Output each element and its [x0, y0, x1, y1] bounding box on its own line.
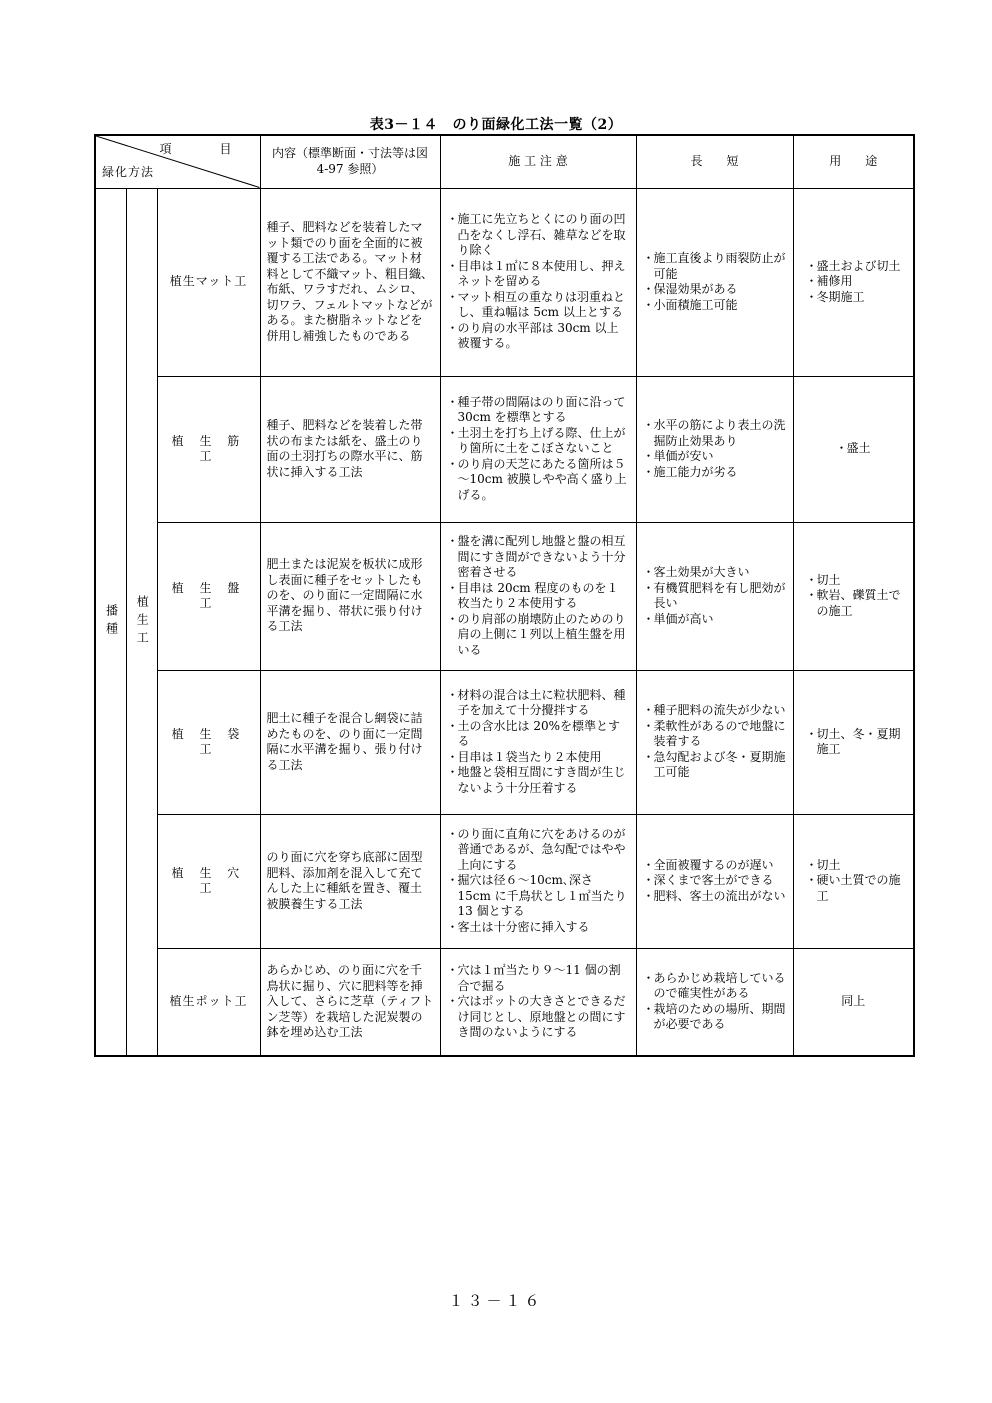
use-item: ・ 軟岩、礫質土での施工	[806, 588, 908, 619]
method-pros-cons	[636, 670, 793, 814]
header-pros-cons: 長 短	[636, 135, 793, 188]
page-number: １３－１６	[448, 1292, 544, 1310]
method-content: 種子、肥料などを装着した帯状の布または紙を、盛土のり面の土羽打ちの際水平に、筋状に挿入する工法	[260, 376, 440, 522]
pros-cons-item: ・ 保湿効果がある	[643, 282, 787, 298]
use-item: ・ 盛土および切土	[806, 259, 908, 275]
note-item: ・ 盤を溝に配列し地盤と盤の相互間にすき間ができないよう十分密着させる	[447, 534, 630, 581]
pros-cons-item: ・ 単価が高い	[643, 612, 787, 628]
table-title: 表3－１４ のり面緑化工法一覧（2）	[369, 117, 623, 133]
method-pros-cons	[636, 188, 793, 376]
header-use: 用 途	[793, 135, 914, 188]
method-notes	[440, 376, 636, 522]
greening-method-table	[94, 134, 915, 1057]
method-content: 肥土または泥炭を板状に成形し表面に種子をセットしたものを、のり面に一定間隔に水平溝を掘り、帯状に張り付ける工法	[260, 522, 440, 670]
method-content: 種子、肥料などを装着したマット類でのり面を全面的に被覆する工法である。マット材料として不織マット、粗目織、布紙、ワラすだれ、ムシロ、切ワラ、フェルトマットなどがある。また樹脂ネットなどを併用し補強したものである	[260, 188, 440, 376]
pros-cons-item: ・ 施工直後より雨裂防止が可能	[643, 251, 787, 282]
note-item: ・ 目串は１㎡に８本使用し、押えネットを留める	[447, 259, 630, 290]
use-item: ・ 切土	[806, 858, 908, 874]
method-name: 植生マット工	[157, 188, 260, 376]
note-item: ・ 掘穴は径６～10cm､深さ 15cm に千鳥状とし１㎡当たり 13 個とする	[447, 873, 630, 920]
use-item: ・ 盛土	[836, 441, 908, 457]
pros-cons-item: ・ 有機質肥料を有し肥効が長い	[643, 581, 787, 612]
note-item: ・ のり肩部の崩壊防止のためのり肩の上側に１列以上植生盤を用いる	[447, 612, 630, 659]
method-pros-cons	[636, 376, 793, 522]
method-name: 植 生 袋 工	[157, 670, 260, 814]
header-diagonal-cell	[95, 135, 260, 188]
header-row	[95, 135, 914, 188]
use-item: ・ 切土、冬・夏期施工	[806, 727, 908, 758]
pros-cons-item: ・ 急勾配および冬・夏期施工可能	[643, 750, 787, 781]
pros-cons-item: ・ 全面被覆するのが遅い	[643, 858, 787, 874]
method-pros-cons	[636, 814, 793, 948]
method-notes	[440, 188, 636, 376]
header-notes: 施 工 注 意	[440, 135, 636, 188]
use-item: ・ 硬い土質での施工	[806, 873, 908, 904]
pros-cons-item: ・ あらかじめ栽培しているので確実性がある	[643, 971, 787, 1002]
method-content: のり面に穴を穿ち底部に固型肥料、添加剤を混入して充てんした上に種紙を置き、覆土被膜養生する工法	[260, 814, 440, 948]
pros-cons-item: ・ 施工能力が劣る	[643, 465, 787, 481]
method-notes	[440, 670, 636, 814]
note-item: ・ 目串は 20cm 程度のものを１枚当たり２本使用する	[447, 581, 630, 612]
pros-cons-item: ・ 水平の筋により表土の洗掘防止効果あり	[643, 418, 787, 449]
header-content: 内容（標準断面・寸法等は図4-97 参照）	[260, 135, 440, 188]
note-item: ・ 材料の混合は土に粒状肥料、種子を加えて十分攪拌する	[447, 688, 630, 719]
pros-cons-item: ・ 種子肥料の流失が少ない	[643, 703, 787, 719]
table-row	[95, 376, 914, 522]
method-use	[793, 188, 914, 376]
table-row	[95, 814, 914, 948]
table-row	[95, 188, 914, 376]
note-item: ・ 客土は十分密に挿入する	[447, 920, 630, 936]
method-content: 肥土に種子を混合し網袋に詰めたものを、のり面に一定間隔に水平溝を掘り、張り付ける工法	[260, 670, 440, 814]
pros-cons-item: ・ 肥料、客土の流出がない	[643, 889, 787, 905]
pros-cons-item: ・ 深くまで客土ができる	[643, 873, 787, 889]
method-use	[793, 376, 914, 522]
method-content: あらかじめ、のり面に穴を千鳥状に掘り、穴に肥料等を挿入して、さらに芝草（ティフトン芝等）を栽培した泥炭製の鉢を埋め込む工法	[260, 948, 440, 1056]
method-pros-cons	[636, 948, 793, 1056]
note-item: ・ 穴はポットの大きさとできるだけ同じとし、原地盤との間にすき間のないようにする	[447, 994, 630, 1041]
method-name: 植生ポット工	[157, 948, 260, 1056]
group-inner-label: 植生工	[126, 188, 157, 1056]
use-item: ・ 補修用	[806, 274, 908, 290]
header-item-label: 項 目	[159, 142, 250, 156]
pros-cons-item: ・ 小面積施工可能	[643, 298, 787, 314]
method-use	[793, 814, 914, 948]
method-pros-cons	[636, 522, 793, 670]
group-outer-label: 播種	[95, 188, 126, 1056]
use-item: ・ 冬期施工	[806, 290, 908, 306]
note-item: ・ 種子帯の間隔はのり面に沿って 30cm を標準とする	[447, 395, 630, 426]
pros-cons-item: ・ 柔軟性があるので地盤に装着する	[643, 719, 787, 750]
pros-cons-item: ・ 客土効果が大きい	[643, 565, 787, 581]
method-notes	[440, 948, 636, 1056]
method-use	[793, 522, 914, 670]
method-name: 植 生 筋 工	[157, 376, 260, 522]
method-use: 同上	[793, 948, 914, 1056]
method-name: 植 生 盤 工	[157, 522, 260, 670]
table-row	[95, 948, 914, 1056]
method-name: 植 生 穴 工	[157, 814, 260, 948]
note-item: ・ のり面に直角に穴をあけるのが普通であるが、急勾配ではやや上向にする	[447, 827, 630, 874]
method-notes	[440, 522, 636, 670]
pros-cons-item: ・ 単価が安い	[643, 449, 787, 465]
note-item: ・ 目串は１袋当たり２本使用	[447, 750, 630, 766]
note-item: ・ のり肩の水平部は 30cm 以上被覆する。	[447, 321, 630, 352]
note-item: ・ 穴は１㎡当たり９～11 個の割合で掘る	[447, 963, 630, 994]
note-item: ・ のり肩の天芝にあたる箇所は５～10cm 被膜しやや高く盛り上げる。	[447, 457, 630, 504]
note-item: ・ 地盤と袋相互間にすき間が生じないよう十分圧着する	[447, 765, 630, 796]
note-item: ・ 施工に先立ちとくにのり面の凹凸をなくし浮石、雑草などを取り除く	[447, 212, 630, 259]
header-method-label: 緑化方法	[102, 165, 155, 179]
pros-cons-item: ・ 栽培のための場所、期間が必要である	[643, 1002, 787, 1033]
note-item: ・ 土の含水比は 20%を標準とする	[447, 719, 630, 750]
note-item: ・ マット相互の重なりは羽重ねとし、重ね幅は 5cm 以上とする	[447, 290, 630, 321]
table-row	[95, 670, 914, 814]
method-use	[793, 670, 914, 814]
table-row	[95, 522, 914, 670]
method-notes	[440, 814, 636, 948]
use-item: ・ 切土	[806, 573, 908, 589]
note-item: ・ 土羽土を打ち上げる際、仕上がり箇所に土をこぼさないこと	[447, 426, 630, 457]
